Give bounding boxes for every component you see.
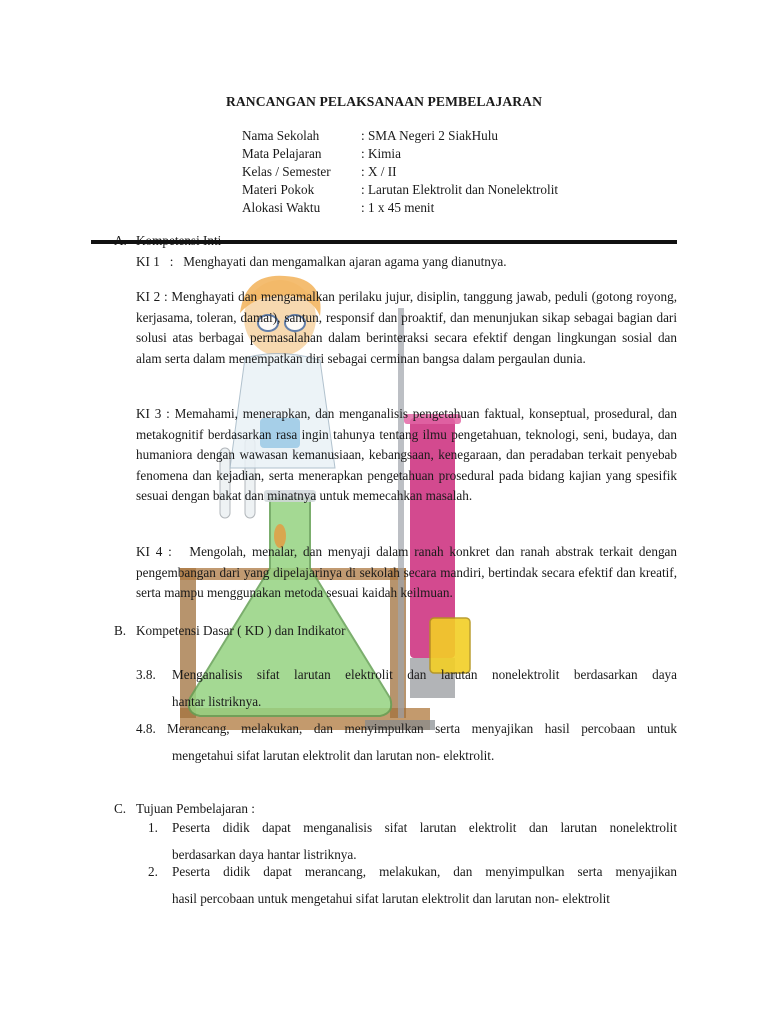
section-c-marker: C. — [114, 801, 127, 816]
ki4-paragraph: KI 4 : Mengolah, menalar, dan menyaji dalam ranah konkret dan ranah abstrak terkait dengan pengembangan dari yang dipelajarinya di sekolah secara mandiri, bertindak secara efektif dan kreatif, serta mampu menggunakan metoda sesuai kaidah keilmuan. — [136, 544, 681, 601]
document-title: RANCANGAN PELAKSANAAN PEMBELAJARAN — [225, 94, 543, 109]
section-b-marker: B. — [114, 623, 127, 638]
info-value-topic: : Larutan Elektrolit dan Nonelektrolit — [361, 182, 559, 197]
ki1-text: KI 1 : Menghayati dan mengamalkan ajaran agama yang dianutnya. — [136, 254, 507, 269]
kd-3-8-number: 3.8. — [136, 667, 156, 682]
kd-3-8-line2: hantar listriknya. — [172, 694, 262, 709]
info-label-school: Nama Sekolah — [242, 128, 320, 143]
yellow-beaker — [430, 618, 470, 673]
kd-3-8-line1: Menganalisis sifat larutan elektrolit dan larutan nonelektrolit berdasarkan daya — [172, 667, 677, 682]
goal-2-number: 2. — [148, 864, 158, 879]
section-b-heading: Kompetensi Dasar ( KD ) dan Indikator — [136, 623, 346, 638]
goal-2-line1: Peserta didik dapat merancang, melakukan, dan menyimpulkan serta menyajikan — [172, 864, 677, 879]
goal-1-number: 1. — [148, 820, 158, 835]
goal-2-line2: hasil percobaan untuk mengetahui sifat larutan elektrolit dan larutan non- elektrolit — [172, 891, 610, 906]
metal-rod — [398, 308, 404, 718]
info-label-subject: Mata Pelajaran — [242, 146, 322, 161]
info-value-class: : X / II — [361, 164, 397, 179]
section-c-heading: Tujuan Pembelajaran : — [136, 801, 255, 816]
info-label-topic: Materi Pokok — [242, 182, 315, 197]
info-value-time: : 1 x 45 menit — [361, 200, 435, 215]
goal-1-line2: berdasarkan daya hantar listriknya. — [172, 847, 357, 862]
ki3-paragraph: KI 3 : Memahami, menerapkan, dan menganalisis pengetahuan faktual, konseptual, prosedural, dan metakognitif berdasarkan rasa ingin tahunya tentang ilmu pengetahuan, teknologi, seni, budaya, dan humaniora dengan wawasan kemanusiaan, kebangsaan, kenegaraan, dan peradaban terkait penyebab fenomena dan kejadian, serta menerapkan pengetahuan prosedural pada bidang kajian yang spesifik sesuai dengan bakat dan minatnya untuk memecahkan masalah. — [136, 406, 677, 504]
kd-4-8-line2: mengetahui sifat larutan elektrolit dan larutan non- elektrolit. — [172, 748, 495, 763]
horizontal-rule — [91, 240, 677, 244]
ki2-paragraph: KI 2 : Menghayati dan mengamalkan perilaku jujur, disiplin, tanggung jawab, peduli (gotong royong, kerjasama, toleran, damai), santun, responsif dan proaktif, dan menunjukan sikap sebagai bagian dari solusi atas berbagai permasalahan dalam berinteraksi secara efektif dengan lingkungan sosial dan alam serta dalam menempatkan diri sebagai cerminan bangsa dalam pergaulan dunia. — [136, 289, 677, 366]
kd-4-8-line1: Merancang, melakukan, dan menyimpulkan serta menyajikan hasil percobaan untuk — [167, 721, 677, 736]
conical-flask — [189, 498, 392, 716]
kd-4-8-number: 4.8. — [136, 721, 156, 736]
info-value-school: : SMA Negeri 2 SiakHulu — [361, 128, 498, 143]
info-label-class: Kelas / Semester — [242, 164, 331, 179]
info-label-time: Alokasi Waktu — [242, 200, 321, 215]
goal-1-line1: Peserta didik dapat menganalisis sifat larutan elektrolit dan larutan nonelektrolit — [172, 820, 677, 835]
info-value-subject: : Kimia — [361, 146, 401, 161]
